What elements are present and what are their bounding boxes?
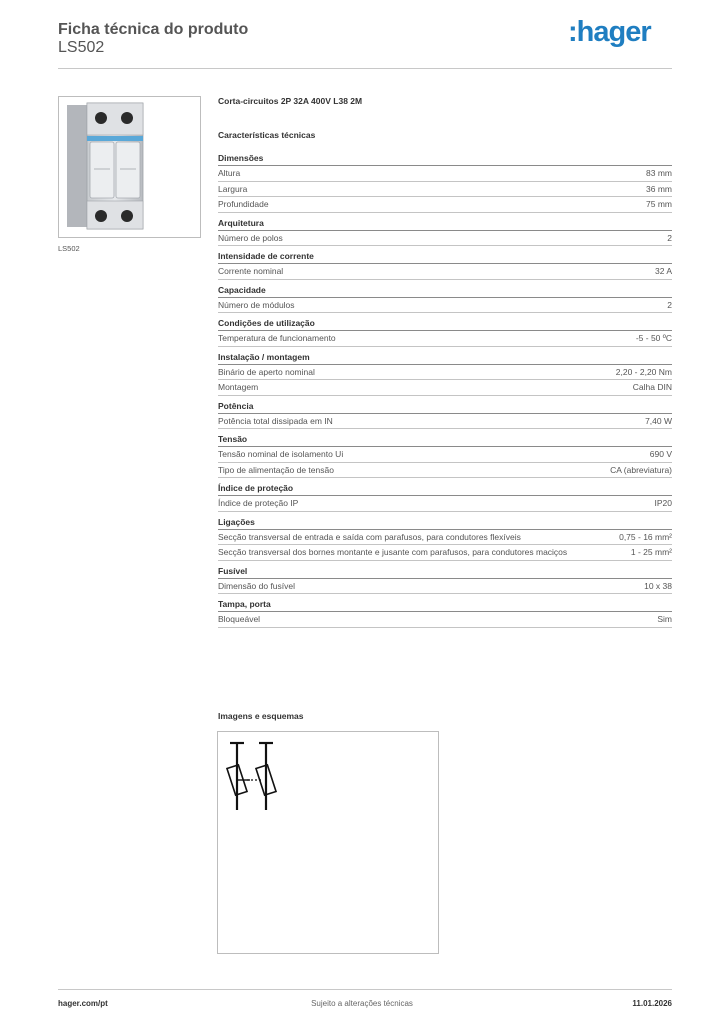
spec-label: Potência total dissipada em IN	[218, 415, 333, 426]
spec-value: 83 mm	[646, 168, 672, 178]
fuse-schematic-symbol	[218, 732, 438, 953]
spec-value: 7,40 W	[645, 415, 672, 426]
footer-date: 11.01.2026	[632, 999, 672, 1008]
spec-group-title: Tampa, porta	[218, 598, 672, 612]
spec-row	[218, 380, 672, 396]
spec-value: 690 V	[649, 449, 672, 459]
spec-value: 0,75 - 16 mm²	[619, 531, 672, 542]
product-photo	[58, 96, 201, 238]
spec-label: Índice de proteção IP	[218, 498, 299, 508]
spec-value: 36 mm	[646, 183, 672, 194]
spec-group	[218, 482, 672, 512]
spec-label: Bloqueável	[218, 614, 261, 624]
spec-group	[218, 400, 672, 430]
spec-group-title: Ligações	[218, 516, 672, 530]
spec-group	[218, 152, 672, 213]
product-name: Corta-circuitos 2P 32A 400V L38 2M	[218, 96, 363, 106]
spec-row	[218, 365, 672, 381]
images-heading: Imagens e esquemas	[218, 711, 304, 721]
spec-label: Dimensão do fusível	[218, 580, 296, 591]
spec-label: Montagem	[218, 382, 259, 392]
spec-row	[218, 298, 672, 314]
footer-website: hager.com/pt	[58, 999, 108, 1008]
photo-caption: LS502	[58, 244, 80, 253]
product-reference: LS502	[58, 39, 105, 56]
spec-row	[218, 197, 672, 213]
spec-row	[218, 447, 672, 463]
spec-label: Secção transversal de entrada e saída com parafusos, para condutores flexíveis	[218, 531, 521, 542]
spec-label: Temperatura de funcionamento	[218, 333, 336, 343]
spec-group-title: Condições de utilização	[218, 317, 672, 331]
spec-label: Largura	[218, 183, 248, 194]
spec-value: 2	[667, 299, 672, 310]
spec-value: 75 mm	[646, 199, 672, 209]
spec-row	[218, 414, 672, 430]
spec-group	[218, 317, 672, 347]
spec-group	[218, 598, 672, 628]
spec-group	[218, 433, 672, 478]
spec-value: -5 - 50 ºC	[635, 333, 672, 343]
footer-divider	[58, 989, 672, 990]
spec-label: Corrente nominal	[218, 266, 284, 276]
spec-group	[218, 217, 672, 247]
spec-group-title: Potência	[218, 400, 672, 414]
technical-specs	[218, 96, 672, 632]
spec-groups	[218, 152, 672, 628]
spec-row	[218, 496, 672, 512]
spec-value: 2,20 - 2,20 Nm	[615, 366, 672, 377]
spec-group-title: Fusível	[218, 565, 672, 579]
spec-value: Sim	[657, 614, 672, 624]
spec-row	[218, 231, 672, 247]
spec-group	[218, 351, 672, 396]
spec-label: Profundidade	[218, 199, 269, 209]
hager-logo: :hager	[568, 16, 651, 48]
spec-label: Altura	[218, 168, 241, 178]
page-title: Ficha técnica do produto	[58, 21, 249, 38]
spec-group	[218, 516, 672, 561]
spec-label: Número de polos	[218, 232, 283, 243]
spec-group	[218, 284, 672, 314]
wiring-diagram	[217, 731, 439, 954]
spec-group-title: Tensão	[218, 433, 672, 447]
spec-group	[218, 250, 672, 280]
spec-label: Número de módulos	[218, 299, 295, 310]
spec-value: 10 x 38	[644, 580, 672, 591]
spec-row	[218, 545, 672, 561]
spec-value: 1 - 25 mm²	[630, 547, 672, 557]
spec-value: CA (abreviatura)	[610, 464, 672, 475]
spec-value: 2	[667, 232, 672, 243]
spec-group-title: Capacidade	[218, 284, 672, 298]
spec-group-title: Índice de proteção	[218, 482, 672, 496]
spec-label: Tipo de alimentação de tensão	[218, 464, 334, 475]
spec-group-title: Arquitetura	[218, 217, 672, 231]
spec-row	[218, 579, 672, 595]
spec-label: Binário de aperto nominal	[218, 366, 315, 377]
spec-label: Tensão nominal de isolamento Ui	[218, 449, 344, 459]
specs-heading: Características técnicas	[218, 130, 316, 140]
spec-row	[218, 166, 672, 182]
footer-notice: Sujeito a alterações técnicas	[311, 999, 413, 1008]
spec-label: Secção transversal dos bornes montante e jusante com parafusos, para condutores maciços	[218, 547, 568, 557]
fuse-holder-image	[59, 97, 200, 237]
spec-group-title: Intensidade de corrente	[218, 250, 672, 264]
spec-value: 32 A	[654, 266, 672, 276]
spec-value: Calha DIN	[632, 382, 672, 392]
spec-row	[218, 264, 672, 280]
spec-row	[218, 463, 672, 479]
spec-row	[218, 530, 672, 546]
spec-group	[218, 565, 672, 595]
spec-row	[218, 331, 672, 347]
header-divider	[58, 68, 672, 69]
spec-group-title: Instalação / montagem	[218, 351, 672, 365]
spec-value: IP20	[654, 498, 672, 508]
spec-group-title: Dimensões	[218, 152, 672, 166]
spec-row	[218, 182, 672, 198]
spec-row	[218, 612, 672, 628]
